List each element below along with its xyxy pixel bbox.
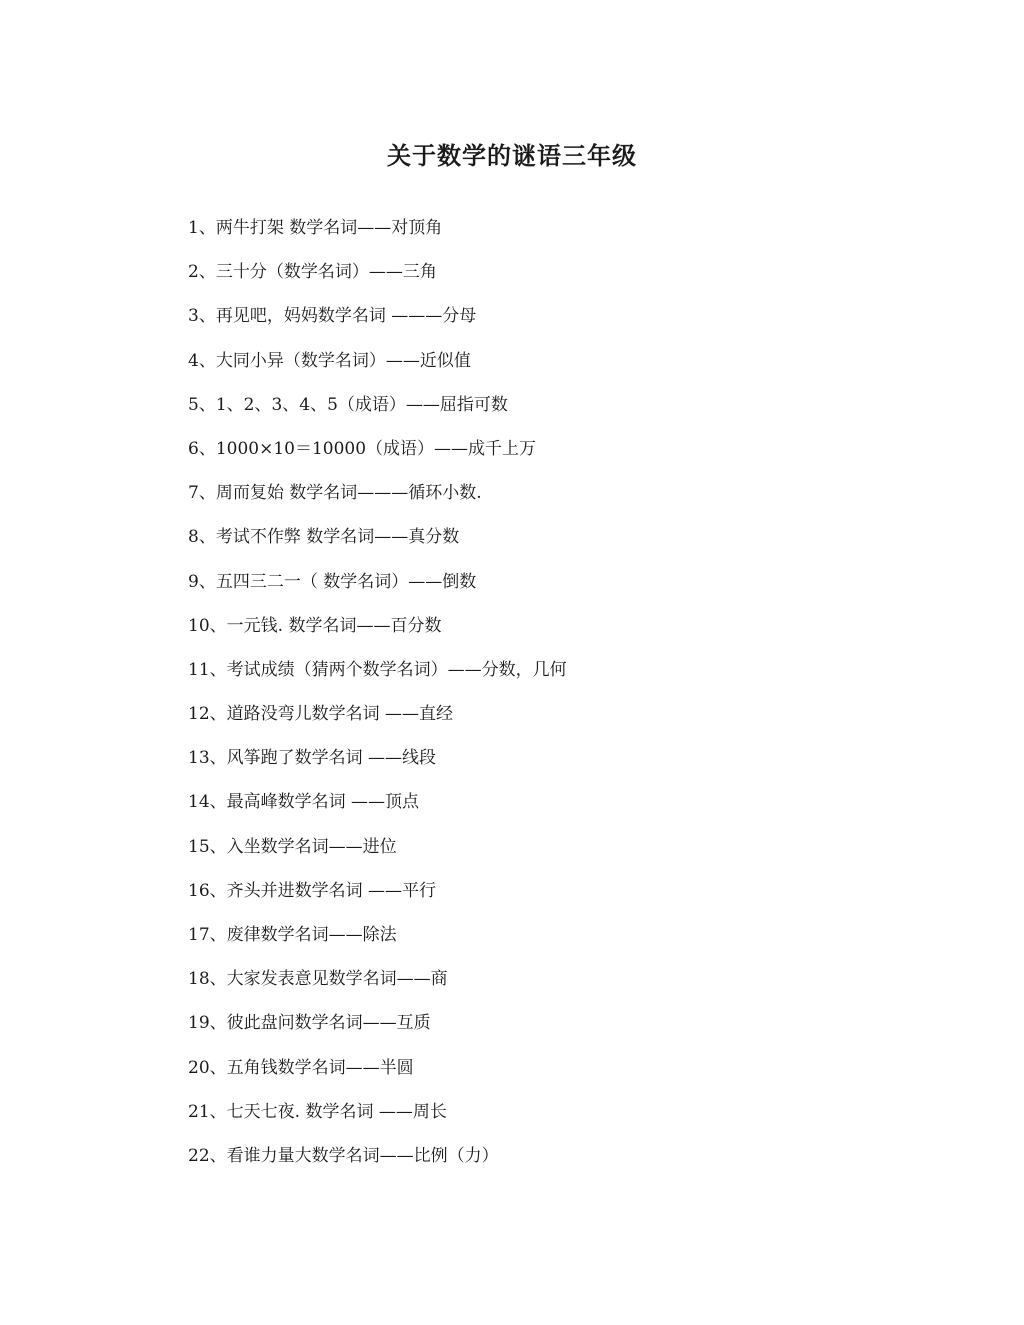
item-text: 入坐数学名词——进位 bbox=[226, 836, 397, 857]
item-text: 五四三二一（ 数学名词）——倒数 bbox=[215, 571, 477, 592]
item-text: 齐头并进数学名词 ——平行 bbox=[226, 880, 437, 901]
item-number: 18、 bbox=[188, 969, 227, 990]
list-item bbox=[188, 1142, 908, 1186]
list-item bbox=[188, 1098, 908, 1142]
list-item bbox=[188, 656, 908, 700]
item-text: 考试成绩（猜两个数学名词）——分数，几何 bbox=[226, 659, 567, 680]
list-item bbox=[188, 258, 908, 302]
item-text: 看谁力量大数学名词——比例（力） bbox=[226, 1145, 499, 1166]
item-number: 13、 bbox=[188, 748, 227, 769]
item-number: 4、 bbox=[188, 350, 216, 371]
item-text: 大同小异（数学名词）——近似值 bbox=[215, 350, 471, 371]
item-text: 两牛打架 数学名词——对顶角 bbox=[215, 218, 443, 238]
list-item bbox=[188, 391, 908, 435]
item-text: 周而复始 数学名词———循环小数. bbox=[215, 483, 482, 504]
list-item bbox=[188, 965, 908, 1009]
item-text: 七天七夜. 数学名词 ——周长 bbox=[226, 1101, 447, 1122]
item-number: 6、 bbox=[188, 438, 216, 459]
list-item bbox=[188, 479, 908, 523]
list-item bbox=[188, 921, 908, 965]
riddle-list bbox=[188, 214, 908, 1186]
item-text: 1000×10＝10000（成语）——成千上万 bbox=[215, 438, 537, 459]
item-text: 五角钱数学名词——半圆 bbox=[226, 1057, 414, 1078]
item-text: 风筝跑了数学名词 ——线段 bbox=[226, 748, 437, 769]
page-title: 关于数学的谜语三年级 bbox=[387, 142, 637, 171]
item-number: 17、 bbox=[188, 925, 227, 945]
item-number: 2、 bbox=[188, 262, 216, 283]
item-number: 1、 bbox=[188, 218, 216, 238]
item-number: 12、 bbox=[188, 704, 227, 725]
item-number: 15、 bbox=[188, 836, 227, 857]
item-number: 5、 bbox=[188, 394, 216, 415]
item-number: 7、 bbox=[188, 483, 216, 504]
list-item bbox=[188, 435, 908, 479]
list-item bbox=[188, 214, 908, 258]
item-number: 19、 bbox=[188, 1013, 227, 1034]
item-number: 20、 bbox=[188, 1057, 227, 1078]
list-item bbox=[188, 1054, 908, 1098]
list-item bbox=[188, 700, 908, 744]
item-text: 1、2、3、4、5（成语）——屈指可数 bbox=[215, 394, 508, 415]
list-item bbox=[188, 833, 908, 877]
item-text: 道路没弯儿数学名词 ——直经 bbox=[226, 704, 454, 725]
list-item bbox=[188, 568, 908, 612]
list-item bbox=[188, 302, 908, 346]
item-number: 21、 bbox=[188, 1101, 227, 1122]
list-item bbox=[188, 877, 908, 921]
list-item bbox=[188, 347, 908, 391]
item-text: 废律数学名词——除法 bbox=[226, 925, 397, 945]
item-number: 14、 bbox=[188, 792, 227, 813]
item-number: 22、 bbox=[188, 1145, 227, 1166]
list-item bbox=[188, 612, 908, 656]
list-item bbox=[188, 744, 908, 788]
item-text: 彼此盘问数学名词——互质 bbox=[226, 1013, 431, 1034]
item-text: 考试不作弊 数学名词——真分数 bbox=[215, 527, 460, 548]
item-text: 最高峰数学名词 ——顶点 bbox=[226, 792, 420, 813]
list-item bbox=[188, 1009, 908, 1053]
item-number: 9、 bbox=[188, 571, 216, 592]
item-text: 再见吧，妈妈数学名词 ———分母 bbox=[215, 306, 477, 327]
item-number: 3、 bbox=[188, 306, 216, 327]
list-item bbox=[188, 523, 908, 567]
item-number: 10、 bbox=[188, 615, 227, 636]
item-number: 16、 bbox=[188, 880, 227, 901]
item-text: 大家发表意见数学名词——商 bbox=[226, 969, 448, 990]
item-text: 三十分（数学名词）——三角 bbox=[215, 262, 437, 283]
item-number: 8、 bbox=[188, 527, 216, 548]
item-text: 一元钱. 数学名词——百分数 bbox=[226, 615, 442, 636]
item-number: 11、 bbox=[188, 659, 227, 680]
list-item bbox=[188, 788, 908, 832]
